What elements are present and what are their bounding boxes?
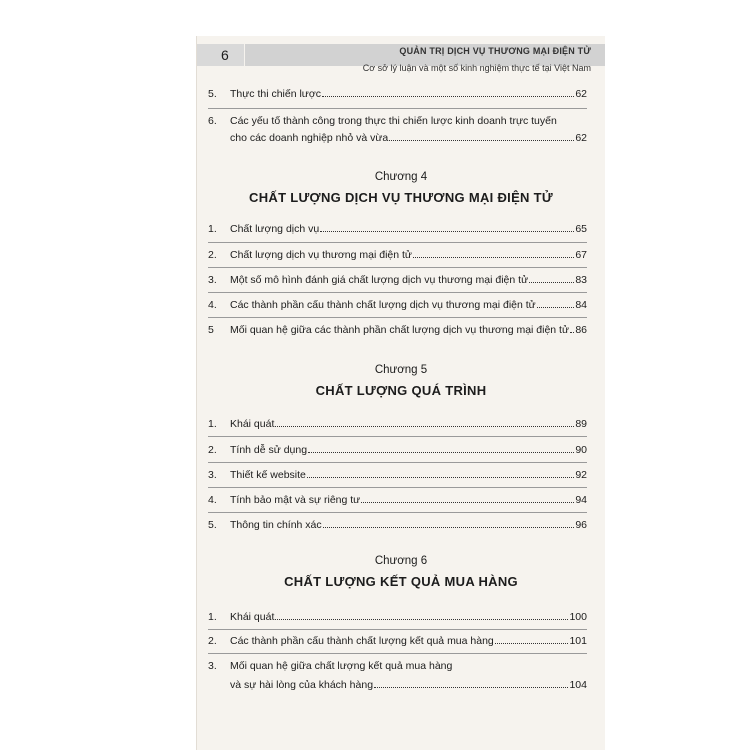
entry-page: 62 (575, 88, 587, 100)
dot-leader (374, 679, 568, 688)
header-band (245, 44, 605, 73)
dot-leader (413, 249, 574, 258)
entry-title: Khái quát (230, 418, 275, 430)
entry-title: Chất lượng dịch vụ thương mại điện tử (230, 249, 412, 261)
entry-page: 86 (575, 324, 587, 336)
entry-title: cho các doanh nghiệp nhỏ và vừa (230, 132, 389, 144)
entry-page: 84 (575, 299, 587, 311)
page-number: 6 (197, 44, 244, 66)
entry-page: 94 (575, 494, 587, 506)
entry-number: 3. (208, 274, 217, 286)
divider (208, 292, 587, 293)
entry-title: Chất lượng dịch vụ (230, 223, 320, 235)
divider (208, 108, 587, 109)
entry-number: 5. (208, 88, 217, 100)
entry-page: 100 (569, 611, 587, 623)
chapter-title: CHẤT LƯỢNG DỊCH VỤ THƯƠNG MẠI ĐIỆN TỬ (249, 190, 553, 205)
dot-leader (275, 611, 568, 620)
chapter-label: Chương 5 (374, 364, 428, 376)
entry-page: 92 (575, 469, 587, 481)
entry-page: 83 (575, 274, 587, 286)
divider (208, 629, 587, 630)
entry-page: 96 (575, 519, 587, 531)
entry-title-line1: Các yếu tố thành công trong thực thi chiến lược kinh doanh trực tuyến (230, 115, 557, 127)
dot-leader (537, 299, 575, 308)
divider (208, 267, 587, 268)
entry-title-line1: Mối quan hệ giữa chất lượng kết quả mua hàng (230, 660, 453, 672)
entry-number: 6. (208, 115, 217, 127)
entry-number: 2. (208, 635, 217, 647)
dot-leader (529, 274, 574, 283)
dot-leader (389, 132, 574, 141)
divider (208, 242, 587, 243)
divider (208, 487, 587, 488)
entry-number: 3. (208, 469, 217, 481)
dot-leader (322, 88, 574, 97)
chapter-label: Chương 4 (374, 171, 428, 183)
divider (208, 653, 587, 654)
entry-number: 1. (208, 418, 217, 430)
entry-title: Thực thi chiến lược (230, 88, 321, 100)
dot-leader (307, 469, 574, 478)
page-header (197, 36, 605, 82)
entry-page: 104 (569, 679, 587, 691)
entry-number: 4. (208, 299, 217, 311)
entry-title: Thiết kế website (230, 469, 306, 481)
entry-number: 2. (208, 249, 217, 261)
entry-number: 1. (208, 223, 217, 235)
divider (208, 462, 587, 463)
entry-title: Tính dễ sử dụng (230, 444, 308, 456)
dot-leader (495, 635, 569, 644)
entry-page: 67 (575, 249, 587, 261)
chapter-label: Chương 6 (374, 555, 428, 567)
chapter-title: CHẤT LƯỢNG QUÁ TRÌNH (315, 383, 487, 398)
divider (208, 317, 587, 318)
dot-leader (320, 223, 574, 232)
entry-number: 2. (208, 444, 217, 456)
entry-number: 1. (208, 611, 217, 623)
entry-title: Tính bảo mật và sự riêng tư (230, 494, 361, 506)
entry-page: 89 (575, 418, 587, 430)
dot-leader (308, 444, 574, 453)
entry-title: Mối quan hệ giữa các thành phần chất lượng dịch vụ thương mại điện tử (230, 324, 570, 336)
entry-number: 3. (208, 660, 217, 672)
chapter-title: CHẤT LƯỢNG KẾT QUẢ MUA HÀNG (284, 574, 518, 589)
entry-title: Các thành phần cấu thành chất lượng kết quả mua hàng (230, 635, 494, 647)
entry-number: 5 (208, 324, 214, 336)
running-title: QUẢN TRỊ DỊCH VỤ THƯƠNG MẠI ĐIỆN TỬ (399, 46, 591, 56)
divider (208, 512, 587, 513)
book-page (197, 36, 605, 750)
entry-number: 4. (208, 494, 217, 506)
entry-title: và sự hài lòng của khách hàng (230, 679, 374, 691)
dot-leader (361, 494, 574, 503)
dot-leader (275, 418, 574, 427)
entry-title: Một số mô hình đánh giá chất lượng dịch vụ thương mại điện tử (230, 274, 529, 286)
entry-page: 65 (575, 223, 587, 235)
entry-title: Thông tin chính xác (230, 519, 322, 531)
entry-page: 90 (575, 444, 587, 456)
entry-page: 62 (575, 132, 587, 144)
entry-title: Khái quát (230, 611, 275, 623)
entry-number: 5. (208, 519, 217, 531)
running-subtitle: Cơ sở lý luận và một số kinh nghiệm thực tế tại Việt Nam (362, 63, 591, 73)
entry-page: 101 (569, 635, 587, 647)
entry-title: Các thành phần cấu thành chất lượng dịch vụ thương mại điện tử (230, 299, 536, 311)
divider (208, 436, 587, 437)
dot-leader (323, 519, 575, 528)
dot-leader (570, 324, 574, 333)
